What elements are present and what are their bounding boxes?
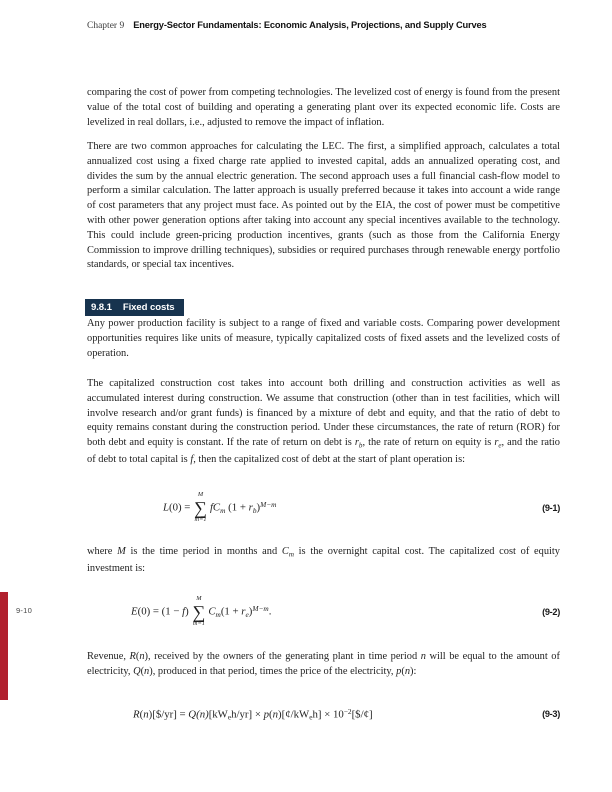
equation-9-1 bbox=[87, 486, 560, 530]
paragraph-capitalized-construction: The capitalized construction cost takes into account both drilling and construction activities as well as accumulated interest during construction. We assume that construction (other than in test facilities, which will involve research and/or grant funds) is financed by a mixture of debt and equity, and that the ratio of debt to equity remains constant during the construction period. Under these circumstances, the rate of return (ROR) for both debt and equity is constant. If the rate of return on debt is $r_b$, the rate of return on equity is $r_e$, and the ratio of debt to total capital is f, then the capitalized cost of debt at the start of plant operation is: bbox=[87, 378, 560, 466]
equation-9-1-content: L(0) = M ∑ m=1 $fC_m$ $(1 + r_b)^{M-m}$ bbox=[163, 491, 277, 523]
equation-9-2-content: E(0) = (1 − f) M ∑ m=1 $C_m(1 + r_e)^{M-m}$. bbox=[131, 595, 272, 627]
chapter-label: Chapter 9 bbox=[87, 21, 125, 31]
summation-symbol: M ∑ m=1 bbox=[194, 491, 207, 523]
summation-symbol: M ∑ m=1 bbox=[192, 595, 206, 627]
paragraph-revenue: Revenue, R(n), received by the owners of the generating plant in time period n will be equal to the amount of electricity, Q(n), produced in that period, times the price of the electricity, p(n): bbox=[87, 651, 560, 677]
page-number: 9-10 bbox=[16, 606, 32, 615]
section-title: Fixed costs bbox=[122, 302, 175, 313]
paragraph-overnight-capital: where M is the time period in months and $C_m$ is the overnight capital cost. The capitalized cost of equity investment is: bbox=[87, 546, 560, 575]
running-header bbox=[87, 15, 487, 33]
chapter-title: Energy-Sector Fundamentals: Economic Analysis, Projections, and Supply Curves bbox=[133, 20, 487, 30]
section-heading-badge bbox=[85, 299, 184, 316]
paragraph-fixed-costs-intro: Any power production facility is subject to a range of fixed and variable costs. Comparing power development opportunities requires like units of measure, typically capitalized costs of fixed assets and the levelized costs of operation. bbox=[87, 318, 560, 359]
paragraph-levelized-cost: comparing the cost of power from competing technologies. The levelized cost of energy is found from the present value of the total cost of building and operating a generating plant over its expected economic life. Costs are levelized in real dollars, i.e., adjusted to remove the impact of inflation. bbox=[87, 87, 560, 128]
equation-9-1-number: (9-1) bbox=[542, 503, 560, 513]
section-number: 9.8.1 bbox=[91, 302, 112, 313]
equation-9-3-content: R(n)[$/yr] = Q(n)[kWeh/yr] × p(n)[¢/kWeh] × $10^{-2}[\$/¢]$ bbox=[133, 706, 373, 722]
equation-9-2-number: (9-2) bbox=[542, 607, 560, 617]
equation-9-2 bbox=[87, 590, 560, 634]
equation-9-3 bbox=[87, 702, 560, 726]
paragraph-lec-approaches: There are two common approaches for calculating the LEC. The first, a simplified approach, calculates a total annualized cost using a fixed charge rate applied to invested capital, adds an annualized operating cost, and divides the sum by the annual electric generation. The second approach uses a full financial cash-flow model to perform a similar calculation. The latter approach is usually preferred because it takes into account a wide range of cost parameters that any project must face. As pointed out by the EIA, the cost of power must be competitive with other power generation options after taking into account any special incentives available to the technology. This could include green-pricing production incentives, grants (such as those from the California Energy Commission to improve drilling techniques), subsidies or required purchases through renewable energy portfolio standards, or special tax incentives. bbox=[87, 141, 560, 271]
page-edge-bar bbox=[0, 592, 8, 700]
equation-9-3-number: (9-3) bbox=[542, 709, 560, 719]
